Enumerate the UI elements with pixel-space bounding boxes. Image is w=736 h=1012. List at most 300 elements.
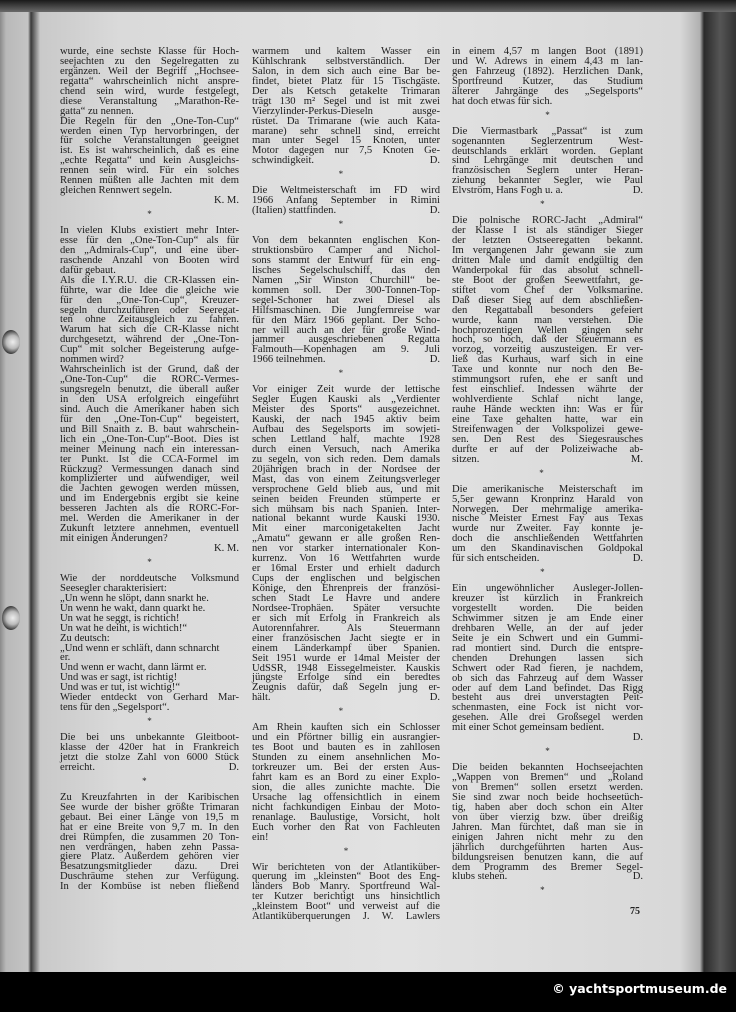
line-text: doch die anschließenden Wettfahrten [452,533,643,545]
separator-asterisk: * [147,209,152,219]
line-text: Euch vorher den Rat von Fachleuten [252,821,440,833]
line-text: ter Kutzer berichtigt uns hinsichtlich [252,891,440,903]
text-line [452,554,643,564]
line-text: Besatzungsmitglieder dazu. Drei [60,861,239,873]
line-text: Motor dagegen nur 7,5 Knoten Ge- [252,145,440,157]
line-text: Und was er sagt, ist richtig! [60,672,178,684]
line-text: schenmasten, eine Fock ist nicht vor- [452,702,643,714]
line-text: findet, bietet Platz für 15 Tischgäste. [252,75,440,87]
line-text: in den USA erfolgreich eingeführt [60,393,239,405]
line-text: den „Admirals-Cup“, und eine über- [60,244,239,256]
line-text: ergänzen. Weil der Begriff „Hochsee- [60,65,239,77]
line-text: Wie der norddeutsche Volksmund [60,572,239,584]
separator-asterisk: * [540,199,545,210]
line-text: hat er eine Breite von 9,7 m. In den [60,821,239,833]
line-text: Falmouth—Kopenhagen am 9. Juli [252,344,440,356]
paragraph [60,276,239,365]
line-text: Wahrscheinlich ist der Grund, daß der [60,364,239,376]
line-text: vorzog, vorzeitig auszusteigen. Er ver- [452,344,643,356]
line-text: Streifenwagen der Volkspolizei gewe- [452,423,643,435]
author-initials: D. [429,205,440,217]
line-text: für den März 1966 geplant. Der Scho- [252,314,440,326]
line-text: der Klasse I ist als ständiger Sieger [452,225,643,237]
line-text: Könige, den Ehrenpreis der französi- [252,583,440,594]
line-text: lich ein „One-Ton-Cup“-Boot. Dies ist [60,433,239,445]
paragraph [452,485,643,565]
line-text: deutschlands erklärt worden. Geplant [452,145,643,157]
text-line [60,644,239,654]
paragraph [452,763,643,882]
line-text: drehbaren Welle, an der auf jeder [452,622,643,634]
line-text: und ein Pförtner billig ein ausrangier- [252,732,440,744]
verse-block [60,594,239,634]
line-text: tens für den „Segelsport“. [60,702,170,714]
line-text: durchgesetzt, während der „One-Ton- [60,334,239,346]
line-text: er sich mit Erfolg in Frankreich als [252,612,440,624]
text-column-3 [452,47,643,902]
line-text: hat doch etwas für sich. [452,95,553,107]
line-text: und im Endergebnis ergibt sie keine [60,493,239,505]
line-text: Un wat he deiht, is wichtich!“ [60,622,188,634]
line-text: gesehen. Alle drei Großsegel werden [452,712,643,724]
line-text: UdSSR, 1948 Eissegelmeister. Kauskis [252,662,440,674]
line-text: See wurde der bisher größte Trimaran [60,801,239,813]
line-text: er. [60,652,71,664]
line-text: Cups der englischen und belgischen [252,573,440,585]
line-text: Seesegler charakterisiert: [60,582,167,594]
line-text: klubs stehen. [452,871,508,883]
line-text: Im vergangenen Jahr gewann sie zum [452,245,643,256]
paragraph [252,385,440,703]
line-text: gen Fahrzeug (1892). Herzlichen Dank, [452,65,643,77]
text-line [252,355,440,365]
text-line [60,882,239,892]
line-text: drei Rümpfen, die zusammen 20 Ton- [60,831,239,843]
separator-asterisk: * [147,716,152,727]
paragraph [60,693,239,713]
line-text: nische Meister Ernest Fay aus Texas [452,513,643,525]
line-text: struktionsbüro Camper and Nichol- [252,245,440,256]
separator-asterisk: * [147,556,152,567]
text-line [252,833,440,843]
line-text: Zukunft letztere annehmen, eventuell [60,523,239,535]
line-text: „echte Regatta“ und kein Ausgleichs- [60,155,239,167]
paragraph [60,47,239,117]
line-text: diese Veranstaltung „Marathon-Re- [60,95,239,107]
text-line [452,445,643,455]
line-text: nen vor starker internationaler Kon- [252,543,440,555]
line-text: schen Stadt Le Havre und andere [252,592,440,604]
line-text: Sie sind zwar noch beide hochseetüch- [452,791,643,803]
line-text: Autorennfahrer. Als Steuermann [252,622,440,634]
line-text: Schwert oder Rad fieren, je nachdem, [452,662,643,674]
author-initials: D. [632,732,643,744]
line-text: ziehung bekannter Segler, wie Paul [452,175,643,187]
line-text: chend sein wird, wurde festgelegt, [60,85,239,97]
line-text: komplizierter und aufwendiger, weil [60,473,239,485]
line-text: sen. Den Rest des Siegesrausches [452,433,643,445]
text-line [60,186,239,196]
line-text: ist. Es ist wahrscheinlich, daß es eine [60,145,239,157]
line-text: Stunden zu einem ansehnlichen Mo- [252,752,440,764]
line-text: die Jachten gewogen werden müssen, [60,483,239,495]
line-text: fahrt kam es an Bord zu einer Explo- [252,771,440,783]
author-initials: D. [228,761,239,773]
line-text: der letzten Ostseeregatten bekannt. [452,235,643,247]
paragraph [252,723,440,842]
line-text: besseren Jachten als die RORC-For- [60,503,239,515]
line-text: marane) sehr schnell sind, erreicht [252,125,440,137]
line-text: warmem und kaltem Wasser ein [252,46,440,57]
line-text: ter Punkt. Ist die CCA-Formel im [60,453,239,465]
line-text: gebaut. Bei einer Länge von 19,5 m [60,811,239,823]
line-text: national bekannt wurde Kauski 1930. [252,513,440,525]
line-text: seejachten zu den Segelregatten zu [60,55,239,67]
line-text: sitzen. [452,453,480,465]
line-text: Atlantiküberquerungen J. W. Lawlers [252,911,440,923]
paragraph [252,236,440,365]
line-text: durch einen Versuch, nach Amerika [252,443,440,455]
separator-asterisk: * [338,368,344,379]
line-text: oder auf dem Land befindet. Das Rigg [452,682,643,694]
line-text: ließ das Kurhaus, warf sich in eine [452,354,643,366]
line-text: Ursache lag offensichtlich in einem [252,791,440,803]
text-line [60,703,239,713]
line-text: Die polnische RORC-Jacht „Admiral“ [452,215,643,227]
line-text: wohlverdiente Schlaf nicht lange, [452,394,643,406]
line-text: französischen Seglern unter Heran- [452,165,643,177]
binding-hole [2,606,20,630]
line-text: „One-Ton-Cup“ die RORC-Vermes- [60,374,239,386]
line-text: „kleinstem Boot“ und verweist auf die [252,901,440,913]
line-text: Der als Ketsch getakelte Trimaran [252,85,440,97]
line-text: wurde, kann man verstehen. Die [452,314,643,326]
line-text: jüngste Erfolge sind ein beredtes [252,672,440,684]
line-text: Zeugnis dafür, daß Segeln jung er- [252,682,440,694]
line-text: er 16mal Erster und erhielt dadurch [252,563,440,575]
author-initials: D. [429,692,440,704]
line-text: 1966 teilnehmen. [252,354,326,366]
line-text: Wanderpokal für das absolut schnell- [452,264,643,276]
separator-asterisk: * [338,169,344,180]
page-number: 75 [630,906,640,917]
line-text: eine Taxe gehalten hatte, war ein [452,413,643,425]
line-text: chenden Drehungen lassen sich [452,652,643,664]
line-text: stimmungsort rufen, ehe er sanft und [452,374,643,386]
line-text: Un wat he seggt, is richtich! [60,612,180,624]
line-text: raschende Anzahl von Booten wird [60,254,239,266]
line-text: führte, war die Idee die gleiche wie [60,284,239,296]
line-text: Cup“ mit solcher Begeisterung aufge- [60,344,239,356]
line-text: in einem 4,57 m langen Boot (1891) [452,46,643,57]
separator-asterisk: * [343,845,349,856]
paragraph [252,47,440,166]
line-text: Daß dieser Sieg auf dem abschließen- [452,294,643,306]
paragraph [252,186,440,216]
line-text: kommen soll. Der 300-Tonnen-Top- [252,284,440,296]
text-line [452,872,643,882]
line-text: Warum hat sich die CR-Klasse nicht [60,324,239,336]
paragraph [60,365,239,544]
line-text: Kauski, der nach 1945 aktiv beim [252,414,440,426]
paragraph [60,574,239,594]
line-text: Wieder entdeckt von Gerhard Mar- [60,692,239,704]
line-text: ste Boot der großen Seewettfahrt, ge- [452,274,643,286]
line-text: einer französischen Jacht siegte er in [252,632,440,644]
line-text: Als die I.Y.R.U. die CR-Klassen ein- [60,274,239,286]
line-text: Die beiden bekannten Hochseejachten [452,762,643,774]
line-text: Un wenn he wakt, dann quarkt he. [60,602,206,614]
line-text: renanlage. Baulustige, Vorsicht, holt [252,811,440,823]
line-text: (Italien) stattfinden. [252,205,337,217]
line-text: „Amatu“ gewann er alle großen Ren- [252,533,440,545]
paragraph [452,584,643,733]
line-text: schen Lettland half, machte 1928 [252,433,440,445]
line-text: 5,5er gewann Kronprinz Harald von [452,493,643,505]
paragraph [60,117,239,197]
line-text: bildungsreisen benutzen kann, die auf [452,851,643,863]
line-text: esse für den „One-Ton-Cup“ als für [60,234,239,246]
line-text: man unter Segel 15 Knoten, unter [252,135,440,147]
text-line [252,683,440,693]
line-text: Kühlschrank selbstverständlich. Der [252,55,440,67]
paragraph [452,47,643,107]
separator-asterisk: * [540,885,545,896]
line-text: Norwegen. Der mehrmalige amerika- [452,503,643,515]
line-text: Vor einiger Zeit wurde der lettische [252,384,440,396]
text-line [452,186,643,196]
line-text: wurde nur Zweiter. Fay konnte je- [452,523,643,535]
paragraph [60,793,239,892]
line-text: sind Lehrgänge mit deutschen und [452,155,643,167]
line-text: Und wenn er wacht, dann lärmt er. [60,662,207,674]
line-text: querung im „kleinsten“ Boot des Eng- [252,871,440,883]
line-text: gleichen Rennwert segeln. [60,185,173,197]
text-line [452,97,643,107]
text-line [252,912,440,922]
text-column-2 [252,47,440,922]
line-text: Rückzug? Vermessungen danach sind [60,463,239,475]
line-text: „Un wenn he slöpt, dann snarkt he. [60,592,209,604]
line-text: sion, die alles zunichte machte. Die [252,781,440,793]
line-text: Sportfreund Kutzer, das Studium [452,75,643,87]
line-text: trägt 130 m² Segel und ist mit zwei [252,95,440,107]
line-text: rüstet. Da Trimarane (wie auch Kata- [252,115,440,127]
line-text: tig, haben aber doch schon ein Alter [452,801,643,813]
line-text: Am Rhein kauften sich ein Schlosser [252,722,440,734]
line-text: Ein ungewöhnlicher Ausleger-Jollen- [452,583,643,595]
line-text: ner will auch an der für große Wind- [252,324,440,336]
line-text: Mit einer marconigetakelten Jacht [252,523,440,535]
line-text: Und was er tut, ist wichtig!“ [60,682,181,694]
paragraph [452,127,643,197]
line-text: vorgestellt worden. Die beiden [452,603,643,614]
text-line [60,534,239,544]
line-text: und W. Adrews in einem 4,43 m lan- [452,55,643,67]
line-text: Jahren. Man fürchtet, daß man sie in [452,821,643,833]
separator-asterisk: * [545,109,550,120]
line-text: nommen wird? [60,354,124,366]
line-text: jammer ausgeschriebenen Regatta [252,334,440,346]
line-text: für den „One-Ton-Cup“ begeistert, [60,413,239,425]
text-line [252,206,440,216]
line-text: Wir berichteten von der Atlantiküber- [252,861,440,873]
line-text: Meister des Sports“ ausgezeichnet. [252,404,440,416]
line-text: In vielen Klubs existiert mehr Inter- [60,225,239,236]
author-initials: K. M. [213,543,239,554]
line-text: um den Skandinavischen Goldpokal [452,543,643,555]
line-text: schwindigkeit. [252,155,315,167]
separator-asterisk: * [142,775,147,786]
line-text: hoch, so hoch, daß der Steuermann es [452,334,643,346]
line-text: erreicht. [60,761,95,773]
line-text: stiftet vom Chef der Volksmarine. [452,284,643,296]
line-text: sungsregeln benutzt, die überall außer [60,384,239,395]
line-text: Die amerikanische Meisterschaft im [452,483,643,495]
line-text: torkreuzer um. Bei der ersten Aus- [252,762,440,773]
line-text: länders Bob Manry. Sportfreund Wal- [252,881,440,893]
line-text: Nordsee-Trophäen. Später versuchte [252,602,440,614]
line-text: mit einigen Änderungen? [60,533,168,545]
line-text: Duschräume stehen zur Verfügung. [60,871,239,883]
line-text: von über vierzig bzw. über dreißig [452,811,643,823]
paragraph [252,863,440,923]
line-text: Segler Eugen Kauski als „Verdienter [252,394,440,406]
line-text: für sich entscheiden. [452,553,540,565]
line-text: mit einer Schot gemeinsam bedient. [452,722,605,734]
line-text: jährlich durchgeführten harten Aus- [452,841,643,853]
line-text: Zu deutsch: [60,632,110,644]
line-text: regatta“ wahrscheinlich nicht anspre- [60,75,239,87]
line-text: ein! [252,831,269,843]
line-text: gatta“ zu nennen. [60,105,134,117]
line-text: Mast, das von einem Zeitungsverleger [252,473,440,485]
separator-asterisk: * [539,467,544,478]
line-text: den Regattaball besonders gefeiert [452,304,643,316]
line-text: Taxe und konnte nur noch den Be- [452,364,643,376]
text-column-1 [60,47,239,892]
line-text: Zu Kreuzfahrten in der Karibischen [60,791,239,803]
line-text: wurde, eine sechste Klasse für Hoch- [60,46,239,57]
line-text: dafür gebaut. [60,264,116,276]
line-text: werden einen Typ hervorbringen, der [60,125,239,137]
line-text: einem Länderkampf über Spanien. [252,642,440,654]
text-line [252,156,440,166]
line-text: Die Regeln für den „One-Ton-Cup“ [60,115,239,127]
line-text: Seite je ein Schwert und ein Gummi- [452,632,643,644]
text-line [452,455,643,465]
author-initials: D. [429,354,440,366]
paragraph [60,733,239,773]
line-text: Aufbau des Segelsports im sowjeti- [252,424,440,435]
line-text: Namen „Sir Winston Churchill“ be- [252,274,440,286]
line-text: giere Platz. Außerdem gehören vier [60,851,239,863]
line-text: segeln durchzuführen oder Seeregat- [60,304,239,316]
line-text: sogenannten Seglerzentrum West- [452,135,643,147]
line-text: Hilfsmaschinen. Die Jungfernreise war [252,304,440,316]
separator-asterisk: * [338,219,344,230]
line-text: Rennen müßten alle Jachten mit dem [60,175,239,187]
binding-hole [2,330,20,354]
line-text: Die Viermastbark „Passat“ ist zum [452,125,643,137]
separator-asterisk: * [338,706,344,717]
line-text: 20jährigen brach in der Nordsee der [252,463,440,475]
author-initials: K. M. [213,195,239,207]
line-text: nicht fachkundigen Einbau der Moto- [252,801,440,813]
line-text: In der Kombüse ist neben fließend [60,881,239,893]
line-text: Die Weltmeisterschaft im FD wird [252,185,440,197]
line-text: für solche Veranstaltungen geeignet [60,135,239,147]
text-line [252,823,440,833]
line-text: älterer Jahrgänge des „Segelsports“ [452,85,643,97]
text-line [452,723,643,733]
line-text: fest einschlief. Indessen währte der [452,384,643,396]
line-text: mel. Werden die Amerikaner in der [60,513,239,525]
author-initials: D. [632,185,643,197]
line-text: einigen Jahren nicht mehr zu den [452,831,643,843]
separator-asterisk: * [540,567,545,578]
line-text: ten ohne Zeitausgleich zu fahren. [60,314,239,326]
line-text: von Bremen“ sollen ersetzt werden. [452,782,643,793]
line-text: besteht aus drei unverstagten Peit- [452,692,643,704]
line-text: meiner Meinung nach ein interessan- [60,443,239,455]
paragraph [452,216,643,464]
line-text: jetzt die stolze Zahl von 6000 Stück [60,751,239,763]
line-text: segel-Schoner hat zwei Diesel als [252,294,440,306]
author-initials: M. [630,453,643,465]
line-text: rad montiert sind. Durch die entspre- [452,642,643,654]
line-text: 1966 Anfang September in Rimini [252,195,440,207]
line-text: kreuzer ist kürzlich in Frankreich [452,593,643,605]
line-text: rennen sein wird. Für ein solches [60,165,239,177]
text-line [252,693,440,703]
line-text: Elvström, Hans Fogh u. a. [452,185,563,197]
line-text: hält. [252,692,271,704]
line-text: rauhe Hände weckten ihn: Was er für [452,404,643,415]
line-text: Vierzylinder-Perkus-Dieseln ausge- [252,105,440,117]
line-text: dem Programm des Bremer Segel- [452,861,643,873]
line-text: und Bill Snaith z. B. baut wahrschein- [60,423,239,435]
author-initials: D. [632,871,643,883]
line-text: durfte er auf der Polizeiwache ab- [452,443,643,455]
line-text: Salon, in dem sich auch eine Bar be- [252,65,440,77]
line-text: dritten Male und damit endgültig den [452,254,643,266]
text-line [60,763,239,773]
line-text: Von dem bekannten englischen Kon- [252,235,440,247]
line-text: sons stammt der Entwurf für ein eng- [252,254,440,266]
line-text: zu segeln, von sich reden. Dem damals [252,453,440,465]
line-text: „Und wenn er schläft, dann schnarcht [60,642,220,654]
verse-block [60,644,239,694]
line-text: sind. Auch die Amerikaner haben sich [60,403,239,415]
line-text: tes Boot und bauten es in zahllosen [252,742,440,754]
line-text: Schwimmer sitzen je am Ende einer [452,612,643,624]
line-text: seinen beiden Freunden stümperte er [252,493,440,505]
line-text: für den „One-Ton-Cup“, Kreuzer- [60,294,239,306]
line-text: Seit 1951 wurde er 14mal Meister der [252,652,440,664]
line-text: versprochene Geld blieb aus, und mit [252,483,440,495]
paragraph [60,226,239,276]
line-text: ob sich das Fahrzeug auf dem Wasser [452,672,643,684]
line-text: lisches Segelschulschiff, das den [252,264,440,276]
page-top-edge [0,0,736,12]
line-text: Die bei uns unbekannte Gleitboot- [60,732,239,744]
line-text: sich mühsam bis nach Spanien. Inter- [252,503,440,515]
line-text: kurrenz. Von 16 Wettfahrten wurde [252,553,440,565]
author-initials: D. [429,155,440,167]
line-text: hochprozentigen Wellen gingen sehr [452,324,643,336]
line-text: „Wappen von Bremen“ und „Roland [452,772,643,784]
